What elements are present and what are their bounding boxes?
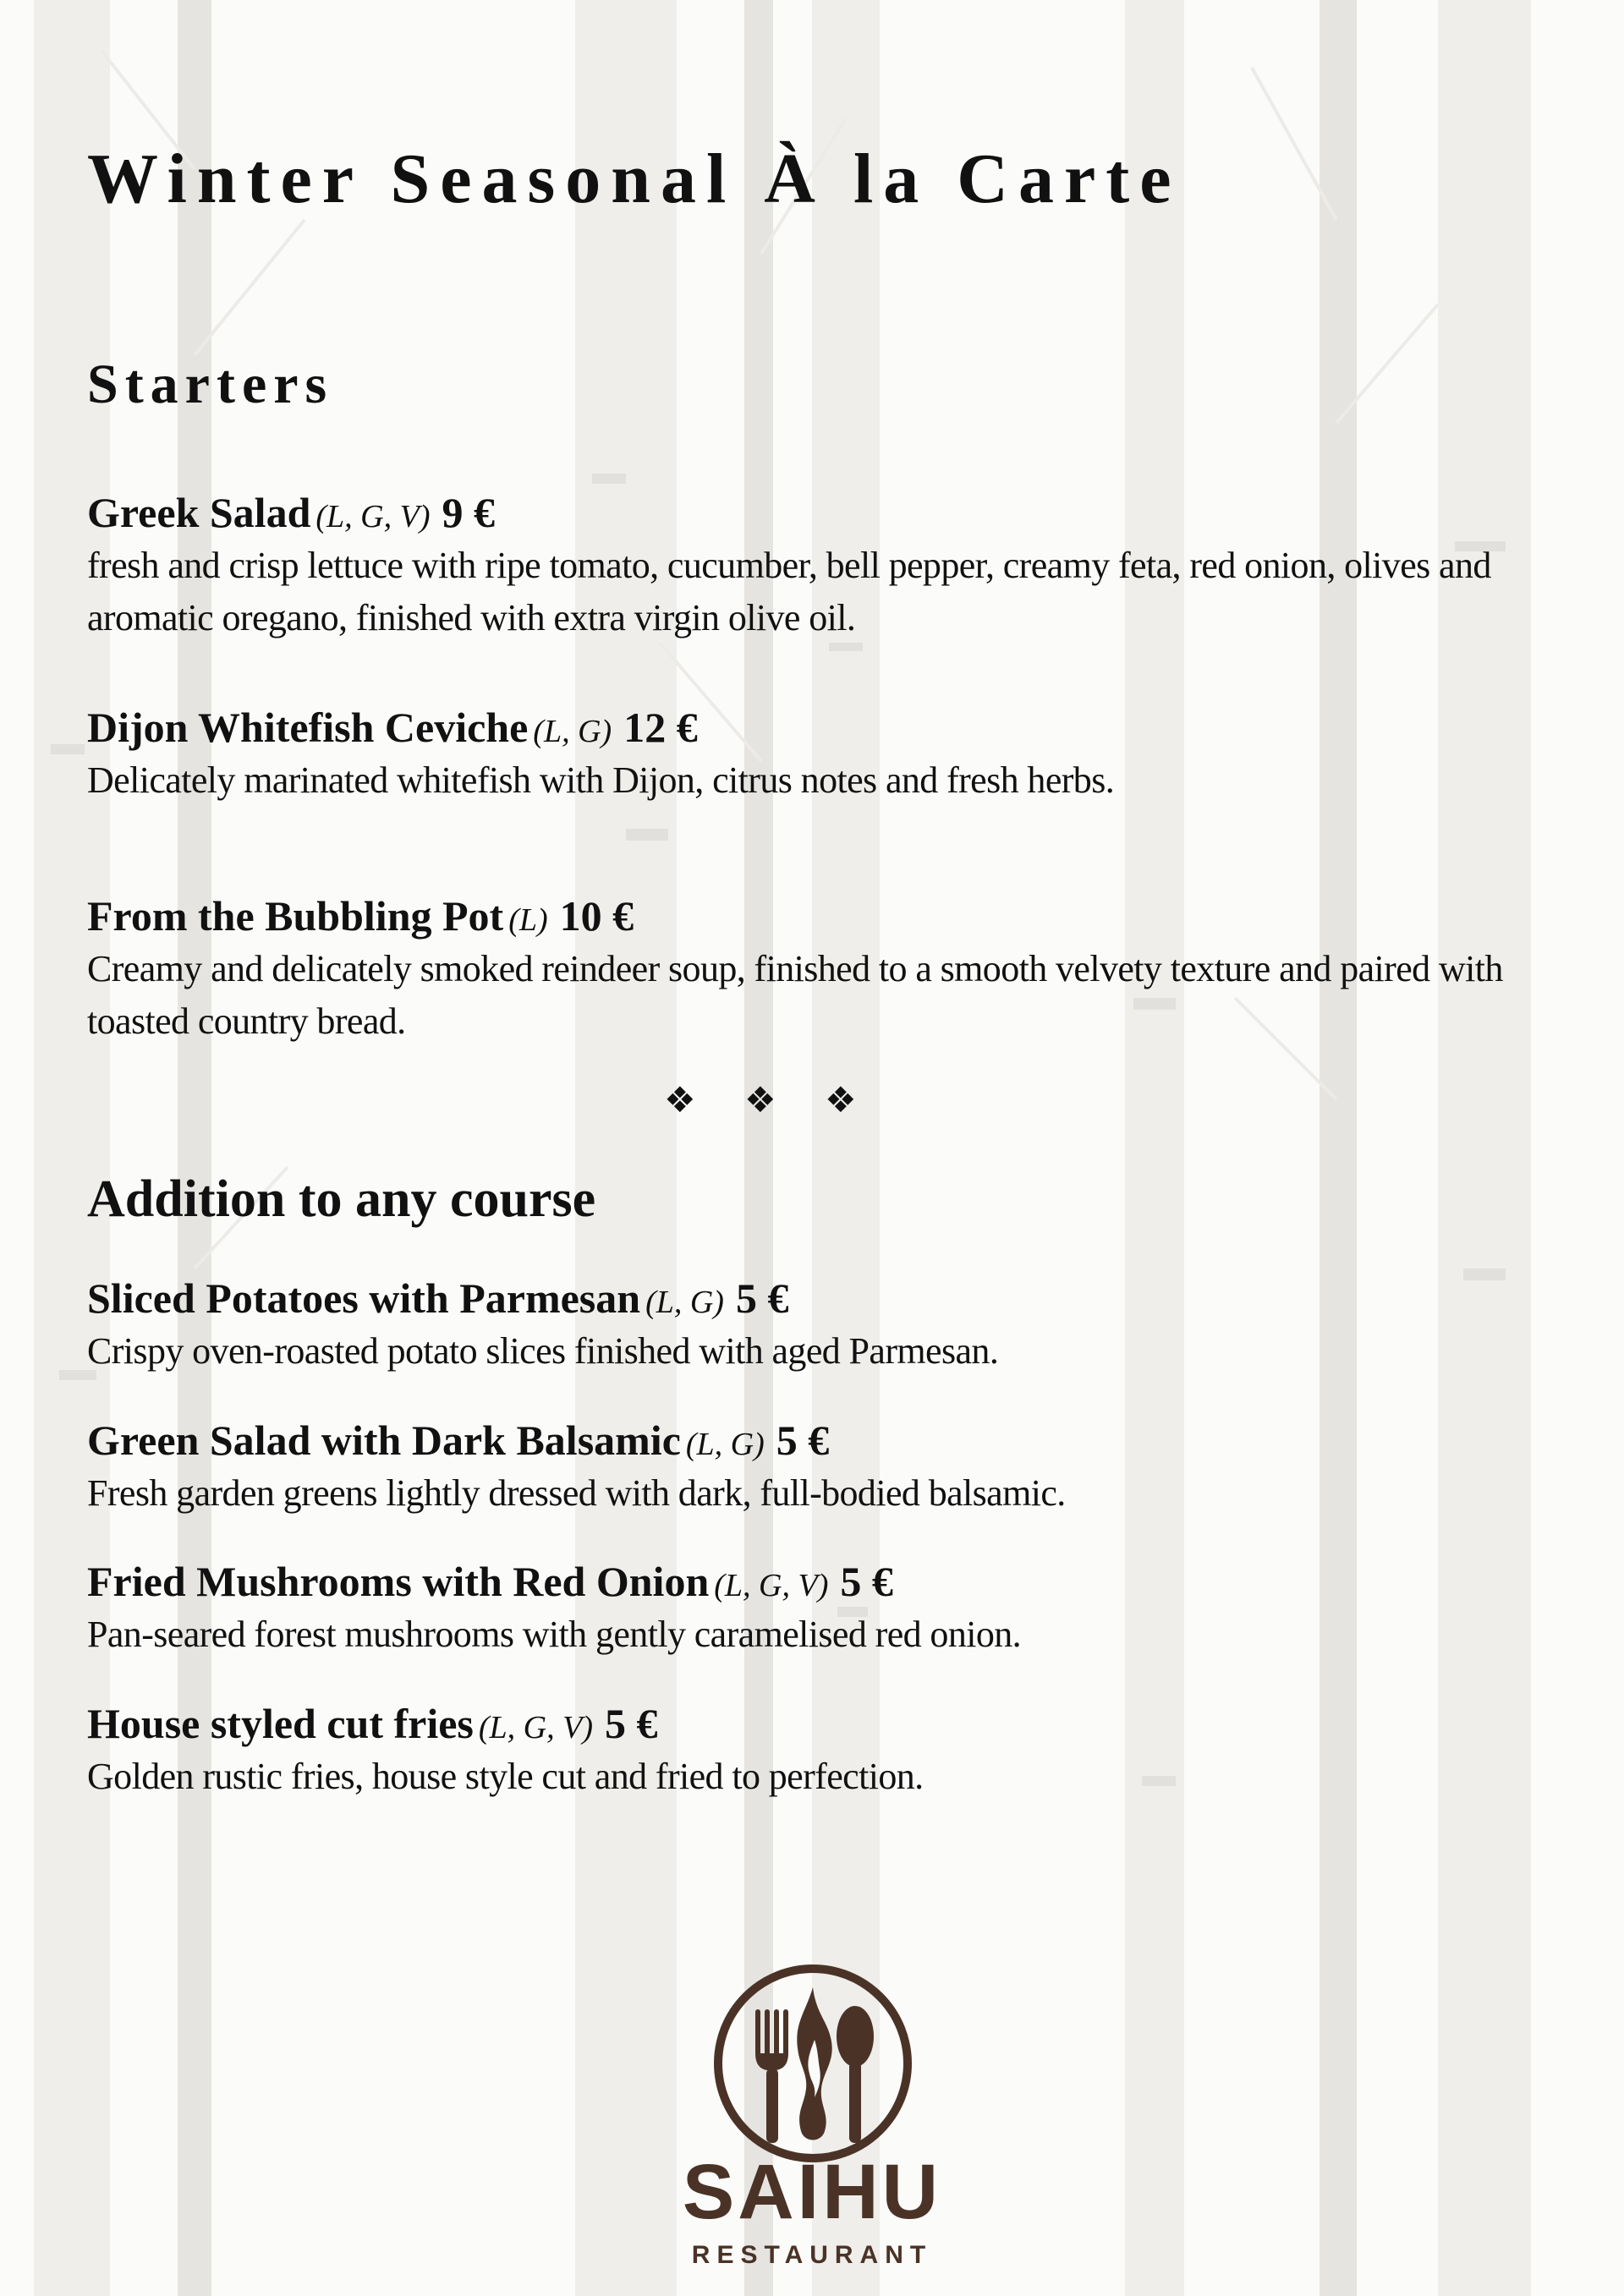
- menu-item-description: Delicately marinated whitefish with Dijon, citrus notes and fresh herbs.: [87, 759, 1115, 801]
- menu-item-name: House styled cut fries: [87, 1700, 474, 1747]
- menu-item-house-fries: [87, 1698, 1525, 1803]
- menu-item-description: Crispy oven-roasted potato slices finished with aged Parmesan.: [87, 1330, 999, 1372]
- diet-labels: (L, G): [645, 1285, 724, 1320]
- diet-labels: (L, G, V): [315, 499, 431, 534]
- menu-item-header: [87, 890, 1525, 941]
- menu-item-price: 5 €: [840, 1558, 893, 1605]
- menu-item-description: fresh and crisp lettuce with ripe tomato, cucumber, bell pepper, creamy feta, red onion, olives and aromatic oregano, finished with extra virgin olive oil.: [87, 545, 1491, 638]
- menu-item-dijon-whitefish-ceviche: [87, 702, 1525, 807]
- section-heading-starters: Starters: [87, 353, 334, 415]
- menu-item-green-salad: [87, 1415, 1525, 1520]
- menu-item-description: Fresh garden greens lightly dressed with dark, full-bodied balsamic.: [87, 1472, 1066, 1514]
- section-divider: ❖ ❖ ❖: [664, 1079, 875, 1121]
- diet-labels: (L, G, V): [714, 1568, 829, 1603]
- menu-item-price: 5 €: [605, 1700, 658, 1747]
- menu-item-header: [87, 1698, 1525, 1749]
- menu-item-fried-mushrooms: [87, 1556, 1525, 1661]
- menu-item-price: 9 €: [442, 489, 495, 536]
- menu-item-name: Sliced Potatoes with Parmesan: [87, 1274, 641, 1322]
- menu-item-header: [87, 1273, 1525, 1323]
- menu-item-description: Creamy and delicately smoked reindeer soup, finished to a smooth velvety texture and paired with toasted country bread.: [87, 948, 1503, 1042]
- menu-item-price: 10 €: [559, 892, 634, 940]
- menu-item-name: From the Bubbling Pot: [87, 892, 504, 940]
- menu-item-header: [87, 702, 1525, 753]
- diet-labels: (L, G, V): [478, 1710, 593, 1745]
- menu-item-header: [87, 1415, 1525, 1466]
- menu-item-name: Fried Mushrooms with Red Onion: [87, 1558, 710, 1605]
- page-title: Winter Seasonal À la Carte: [87, 140, 1182, 218]
- menu-item-name: Greek Salad: [87, 489, 311, 536]
- diet-labels: (L): [508, 902, 548, 938]
- logo-subtitle: RESTAURANT: [691, 2241, 933, 2269]
- menu-item-description: Pan-seared forest mushrooms with gently caramelised red onion.: [87, 1614, 1022, 1655]
- section-heading-additions: Addition to any course: [87, 1170, 596, 1228]
- diet-labels: (L, G): [533, 714, 612, 749]
- menu-item-sliced-potatoes: [87, 1273, 1525, 1378]
- menu-item-greek-salad: [87, 487, 1525, 644]
- menu-item-from-the-bubbling-pot: [87, 890, 1525, 1048]
- menu-item-header: [87, 487, 1525, 538]
- diet-labels: (L, G): [685, 1427, 765, 1462]
- menu-item-name: Green Salad with Dark Balsamic: [87, 1417, 681, 1464]
- menu-item-price: 12 €: [623, 704, 698, 751]
- fork-flame-spoon-icon: [711, 1962, 914, 2165]
- menu-item-header: [87, 1556, 1525, 1607]
- menu-item-price: 5 €: [776, 1417, 830, 1464]
- menu-item-description: Golden rustic fries, house style cut and fried to perfection.: [87, 1756, 924, 1797]
- menu-item-price: 5 €: [735, 1274, 789, 1322]
- menu-item-name: Dijon Whitefish Ceviche: [87, 704, 529, 751]
- logo-name: SAIHU: [682, 2149, 942, 2235]
